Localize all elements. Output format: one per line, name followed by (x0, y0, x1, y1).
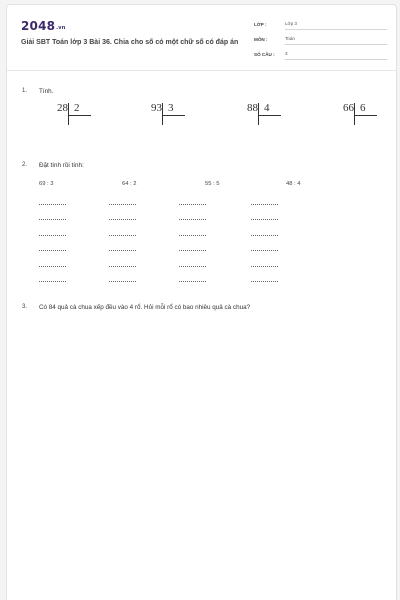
worksheet-page (6, 4, 397, 600)
division-divisor: 3 (168, 102, 174, 114)
answer-line (109, 214, 136, 220)
q2-text: Đặt tính rồi tính: (39, 162, 84, 169)
division-bracket-horizontal (162, 115, 185, 116)
division-1 (51, 102, 91, 126)
division-divisor: 2 (74, 102, 80, 114)
division-divisor: 6 (360, 102, 366, 114)
division-bracket-horizontal (354, 115, 377, 116)
division-dividend: 66 (343, 102, 354, 114)
meta-count-row (254, 49, 387, 60)
site-logo[interactable] (21, 19, 66, 35)
answer-line (179, 276, 206, 282)
answer-line (39, 245, 66, 251)
division-divisor: 4 (264, 102, 270, 114)
q1-number: 1. (22, 88, 28, 94)
expression-1: 69 : 3 (39, 181, 54, 187)
meta-count-value: 3 (285, 49, 387, 60)
division-dividend: 28 (57, 102, 68, 114)
answer-line (109, 230, 136, 236)
answer-line (179, 261, 206, 267)
meta-subject-label: MÔN : (254, 37, 268, 42)
answer-line (251, 245, 278, 251)
division-bracket-horizontal (68, 115, 91, 116)
division-bracket-vertical (354, 103, 355, 125)
meta-subject-row (254, 34, 387, 45)
answer-line (39, 230, 66, 236)
answer-line (251, 261, 278, 267)
q3-text: Có 84 quả cà chua xếp đều vào 4 rổ. Hỏi mỗi rổ có bao nhiêu quả cà chua? (39, 304, 251, 311)
document-title: Giải SBT Toán lớp 3 Bài 36. Chia cho số có một chữ số có đáp án (21, 39, 239, 46)
meta-subject-value: Toán (285, 34, 387, 45)
meta-class-row (254, 19, 387, 30)
answer-line (39, 261, 66, 267)
division-2 (145, 102, 185, 126)
expression-3: 55 : 5 (205, 181, 220, 187)
worksheet-header (7, 5, 396, 71)
division-dividend: 88 (247, 102, 258, 114)
answer-line (179, 245, 206, 251)
answer-line (179, 230, 206, 236)
answer-line (109, 199, 136, 205)
expression-4: 48 : 4 (286, 181, 301, 187)
answer-line (109, 245, 136, 251)
answer-line (39, 214, 66, 220)
q1-text: Tính. (39, 88, 54, 95)
answer-lines-3 (179, 199, 209, 291)
answer-line (251, 230, 278, 236)
meta-count-label: SỐ CÂU : (254, 52, 275, 57)
answer-line (251, 214, 278, 220)
answer-lines-1 (39, 199, 69, 291)
answer-line (39, 276, 66, 282)
answer-lines-4 (251, 199, 281, 291)
division-bracket-vertical (68, 103, 69, 125)
division-3 (241, 102, 281, 126)
division-dividend: 93 (151, 102, 162, 114)
division-4 (337, 102, 377, 126)
division-bracket-horizontal (258, 115, 281, 116)
answer-line (251, 276, 278, 282)
answer-lines-2 (109, 199, 139, 291)
logo-text: 2048 (21, 19, 56, 33)
meta-class-value: Lớp 3 (285, 19, 387, 30)
answer-line (179, 214, 206, 220)
logo-suffix: .vn (56, 25, 66, 31)
division-bracket-vertical (162, 103, 163, 125)
answer-line (179, 199, 206, 205)
answer-line (109, 261, 136, 267)
answer-line (39, 199, 66, 205)
q3-number: 3. (22, 304, 28, 310)
division-bracket-vertical (258, 103, 259, 125)
meta-class-label: LỚP : (254, 22, 267, 27)
answer-line (251, 199, 278, 205)
answer-line (109, 276, 136, 282)
q2-number: 2. (22, 162, 28, 168)
expression-2: 64 : 2 (122, 181, 137, 187)
